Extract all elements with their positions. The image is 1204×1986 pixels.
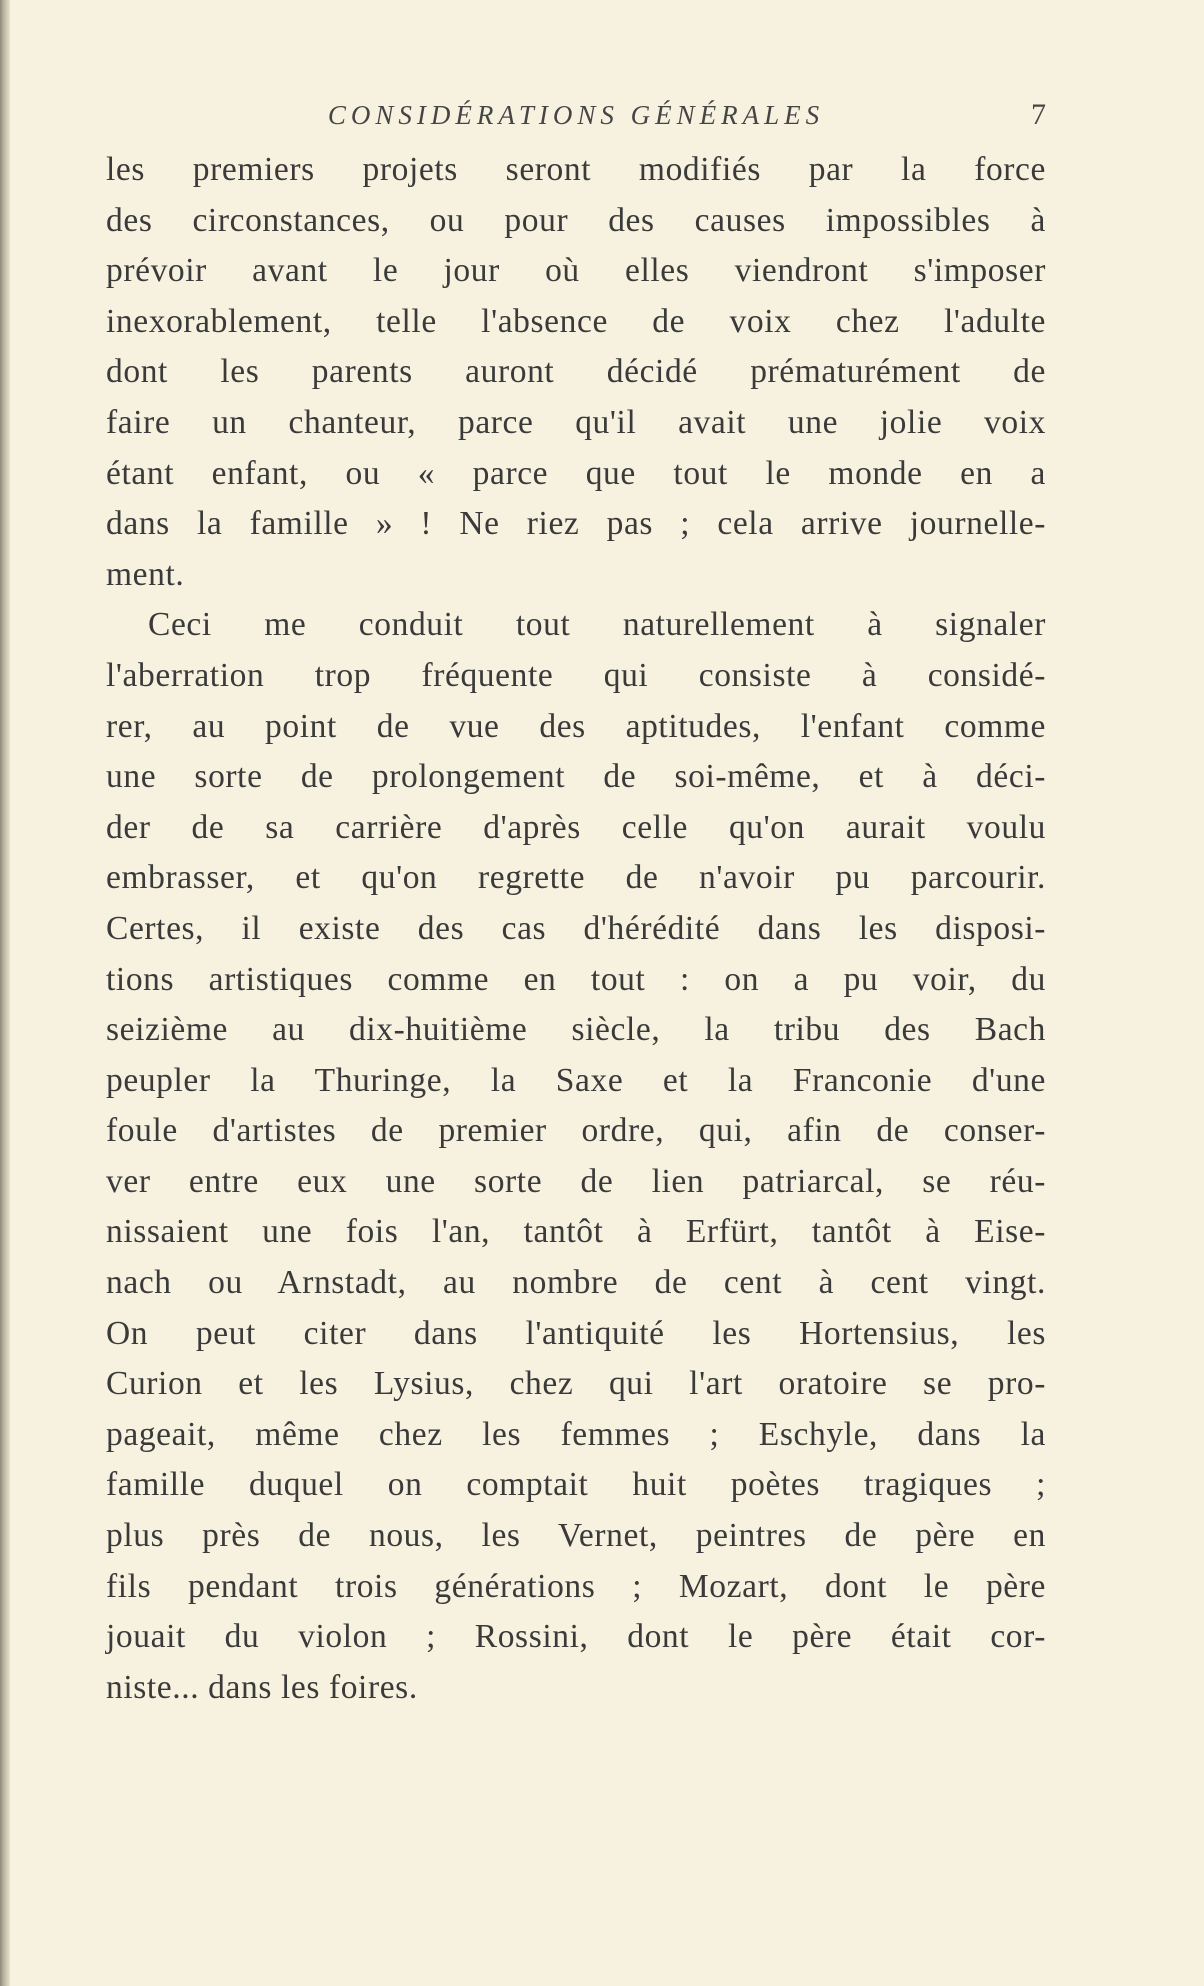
text-line: les premiers projets seront modifiés par la force [106,151,1046,188]
book-page [106,92,1046,1713]
text-line: der de sa carrière d'après celle qu'on aurait voulu [106,808,1046,846]
text-line: dans la famille » ! Ne riez pas ; cela arrive journelle- [106,505,1046,543]
text-line: rer, au point de vue des aptitudes, l'enfant comme [106,707,1046,745]
text-line: des circonstances, ou pour des causes impossibles à [106,201,1046,239]
text-line: l'aberration trop fréquente qui consiste à considé- [106,656,1046,694]
text-line: tions artistiques comme en tout : on a pu voir, du [106,960,1046,998]
text-line: famille duquel on comptait huit poètes tragiques ; [106,1466,1046,1504]
text-line: une sorte de prolongement de soi-même, et à déci- [106,758,1046,796]
text-line: peupler la Thuringe, la Saxe et la Franconie d'une [106,1061,1046,1099]
page-number: 7 [1031,98,1046,131]
text-line: On peut citer dans l'antiquité les Hortensius, les [106,1314,1046,1352]
text-line: dont les parents auront décidé prématurément de [106,353,1046,391]
text-line: niste... dans les foires. [106,1668,418,1706]
text-line: nach ou Arnstadt, au nombre de cent à cent vingt. [106,1264,1046,1302]
text-line: plus près de nous, les Vernet, peintres de père en [106,1517,1046,1555]
text-line: foule d'artistes de premier ordre, qui, afin de conser- [106,1112,1046,1150]
page-binding-edge [0,0,10,1986]
text-line: faire un chanteur, parce qu'il avait une jolie voix [106,403,1046,441]
text-line: Ceci me conduit tout naturellement à signaler [148,606,1046,644]
running-head-title: CONSIDÉRATIONS GÉNÉRALES [327,100,825,130]
text-line: embrasser, et qu'on regrette de n'avoir pu parcourir. [106,859,1046,897]
paragraph [106,600,1046,1713]
text-line: Curion et les Lysius, chez qui l'art oratoire se pro- [106,1365,1046,1403]
text-line: fils pendant trois générations ; Mozart, dont le père [106,1567,1046,1605]
text-line: ver entre eux une sorte de lien patriarcal, se réu- [106,1162,1046,1200]
running-head [106,92,1046,140]
text-line: pageait, même chez les femmes ; Eschyle, dans la [106,1415,1046,1453]
text-line: inexorablement, telle l'absence de voix chez l'adulte [106,302,1046,340]
paragraph [106,145,1046,600]
body-text [106,145,1046,1713]
text-line: Certes, il existe des cas d'hérédité dans les disposi- [106,909,1046,947]
text-line: seizième au dix-huitième siècle, la tribu des Bach [106,1011,1046,1049]
text-line: nissaient une fois l'an, tantôt à Erfürt, tantôt à Eise- [106,1213,1046,1251]
text-line: ment. [106,555,185,593]
text-line: prévoir avant le jour où elles viendront s'imposer [106,252,1046,290]
text-line: jouait du violon ; Rossini, dont le père était cor- [106,1618,1046,1656]
text-line: étant enfant, ou « parce que tout le monde en a [106,454,1046,492]
